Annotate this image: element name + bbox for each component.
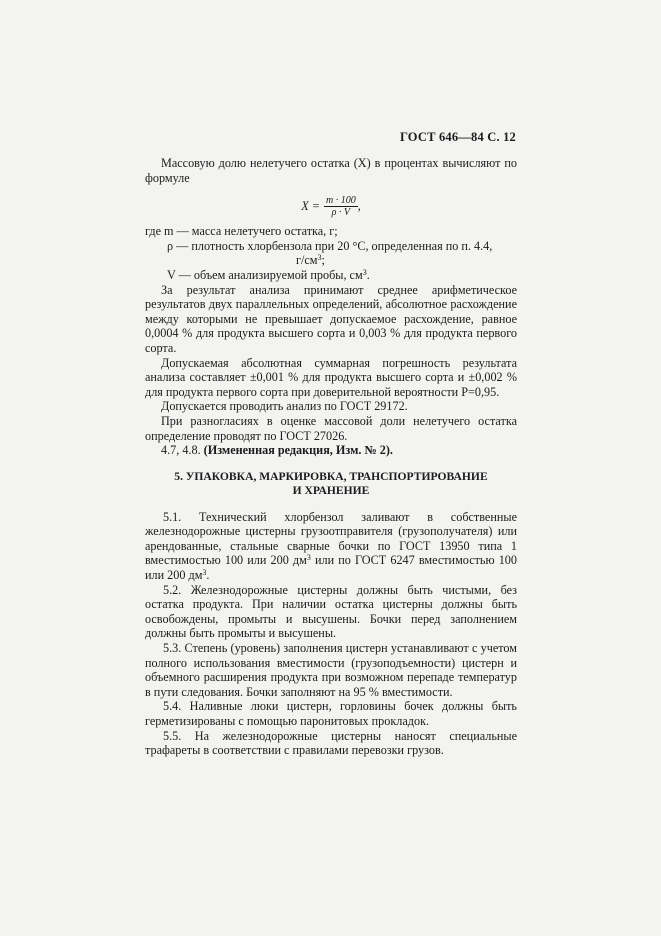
superscript: 3: [362, 267, 367, 277]
page-header: ГОСТ 646—84 С. 12: [399, 130, 516, 144]
gost29172-paragraph: Допускается проводить анализ по ГОСТ 29172.: [161, 399, 408, 414]
formula-denominator: ρ · V: [331, 207, 351, 219]
formula-fraction: [324, 195, 358, 218]
disagreement-paragraph: При разногласиях в оценке массовой доли нелетучего остатка определение проводят по ГОСТ 27026.: [145, 413, 517, 443]
section-5-4: 5.4. Наливные люки цистерн, горловины бочек должны быть герметизированы с помощью паронитовых прокладок.: [145, 699, 517, 728]
document-body: [145, 156, 517, 758]
section-5-5: 5.5. На железнодорожные цистерны наносят специальные трафареты в соответствии с правилами перевозки грузов.: [145, 728, 517, 758]
formula-numerator: m · 100: [325, 195, 356, 207]
superscript: 3: [306, 553, 311, 563]
section-title-line-1: 5. УПАКОВКА, МАРКИРОВКА, ТРАНСПОРТИРОВАНИЕ: [174, 469, 488, 483]
where-v-text: V — объем анализируемой пробы, см: [167, 267, 363, 282]
edition-bold: (Измененная редакция, Изм. № 2).: [203, 443, 393, 458]
where-m: где m — масса нелетучего остатка, г;: [145, 224, 338, 239]
section-title-line-2: И ХРАНЕНИЕ: [292, 483, 370, 497]
rho-unit-text: г/см: [296, 253, 318, 268]
section-5-2: 5.2. Железнодорожные цистерны должны быть чистыми, без остатка продукта. При наличии остатка цистерны должны быть освобождены, промыты и высушены. Бочки перед заполнением должны быть промыты и высушены.: [145, 582, 517, 641]
edition-note: [145, 443, 517, 458]
section-5-1-mid: или по ГОСТ 6247 вместимостью 100 или 200 дм: [145, 553, 517, 583]
error-paragraph: Допускаемая абсолютная суммарная погрешность результата анализа составляет ±0,001 % для продукта высшего сорта и ±0,002 % для продукта первого сорта при доверительной вероятности P=0,95.: [145, 355, 517, 399]
where-rho: ρ — плотность хлорбензола при 20 °С, определенная по п. 4.4,: [167, 238, 493, 253]
section-5-1-text: 5.1. Технический хлорбензол заливают в собственные железнодорожные цистерны грузоотправителя (грузополучателя) или арендованные, стальные сварные бочки по ГОСТ 13950 типа 1 вместимостью 100 или 200 дм: [145, 509, 517, 568]
where-v: V — объем анализируемой пробы, $см^3$.: [167, 267, 370, 282]
section-title: [145, 470, 517, 498]
section-5-3: 5.3. Степень (уровень) заполнения цистерн устанавливают с учетом полного использования вместимости (грузоподъемности) цистерн и объемного расширения продукта при возможном перепаде температур в пути следования. Бочки заполняют на 95 % вместимости.: [145, 641, 517, 699]
formula-lhs: X =: [301, 199, 320, 214]
formula-tail: ,: [357, 199, 361, 214]
section-5-1: 5.1. Технический хлорбензол заливают в собственные железнодорожные цистерны грузоотправителя (грузополучателя) или арендованные, стальные сварные бочки по ГОСТ 13950 типа 1 вместимостью 100 или 200 $дм^3$ или по ГОСТ 6247 вместимостью 100 или 200 $дм^3$.: [145, 509, 517, 583]
edition-prefix: 4.7, 4.8.: [161, 443, 204, 458]
superscript: 3: [317, 253, 322, 263]
superscript: 3: [202, 568, 207, 578]
where-rho-unit: $г/см^3$;: [296, 253, 325, 268]
intro-paragraph: Массовую долю нелетучего остатка (X) в процентах вычисляют по формуле: [145, 156, 517, 185]
formula: [145, 195, 517, 218]
result-paragraph: За результат анализа принимают среднее арифметическое результатов двух параллельных определений, абсолютное расхождение между которыми не превышает допускаемое расхождение, равное 0,0004 % для продукта высшего сорта и 0,003 % для продукта первого сорта.: [145, 282, 517, 355]
